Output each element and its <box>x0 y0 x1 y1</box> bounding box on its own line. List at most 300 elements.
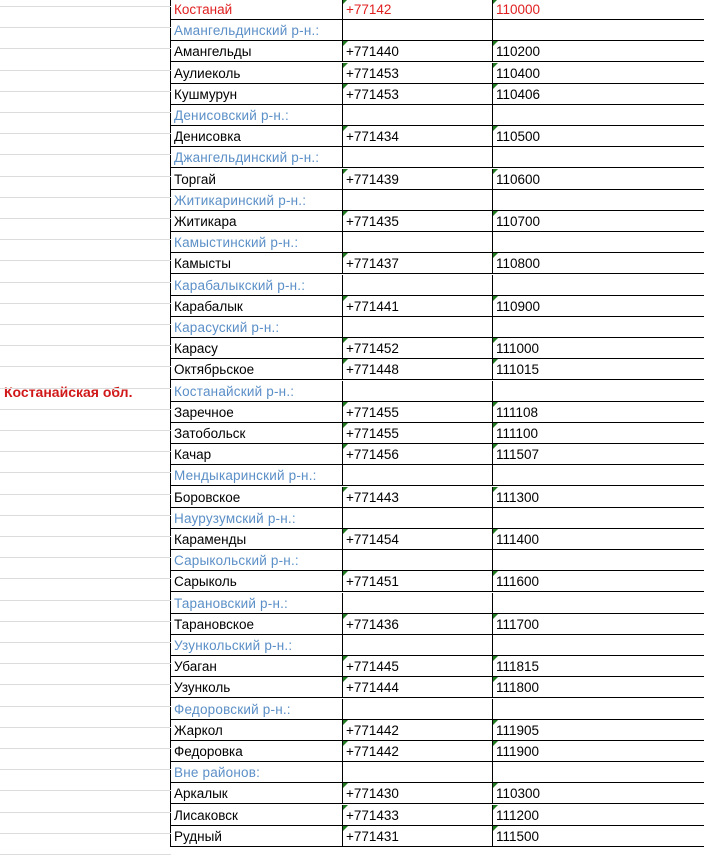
code-cell-text: +771455 <box>346 404 399 420</box>
name-cell-text: Аулиеколь <box>174 65 241 81</box>
table-row <box>171 423 704 444</box>
code-cell[interactable] <box>343 826 493 847</box>
zip-cell[interactable] <box>493 635 704 656</box>
name-cell-text: Федоровка <box>174 744 243 759</box>
text-number-flag-icon <box>343 126 348 131</box>
zip-cell[interactable] <box>493 105 704 126</box>
gridline <box>0 70 171 71</box>
name-cell-text: Убаган <box>174 659 217 675</box>
code-cell[interactable] <box>343 169 493 190</box>
zip-cell[interactable] <box>493 338 704 359</box>
name-cell-text: Мендыкаринский р-н.: <box>174 468 317 484</box>
region-column <box>0 0 171 847</box>
code-cell-text: +771439 <box>346 171 399 187</box>
name-cell-text: Денисовка <box>174 129 241 145</box>
gridline <box>0 345 171 346</box>
district-header-row <box>171 593 704 614</box>
text-number-flag-icon <box>493 614 498 619</box>
code-cell-text: +771434 <box>346 129 399 145</box>
name-cell[interactable] <box>171 783 343 804</box>
name-cell[interactable] <box>171 0 343 20</box>
name-cell-text: Рудный <box>174 828 222 844</box>
name-cell[interactable] <box>171 593 343 614</box>
code-cell[interactable] <box>343 677 493 698</box>
table-row <box>171 63 704 84</box>
gridline <box>0 494 171 495</box>
name-cell-text: Затобольск <box>174 426 246 441</box>
district-header-row <box>171 381 704 402</box>
name-cell[interactable] <box>171 423 343 444</box>
zip-cell[interactable] <box>493 826 704 847</box>
code-cell[interactable] <box>343 147 493 168</box>
code-cell[interactable] <box>343 699 493 720</box>
district-header-row <box>171 635 704 656</box>
name-cell[interactable] <box>171 190 343 211</box>
code-cell-text: +771431 <box>346 828 399 844</box>
name-cell-text: Камысты <box>174 256 231 272</box>
name-cell-text: Сарыколь <box>174 574 237 590</box>
code-cell-text: +771445 <box>346 659 399 675</box>
text-number-flag-icon <box>343 211 348 216</box>
text-number-flag-icon <box>343 614 348 619</box>
code-cell-text: +771455 <box>346 426 399 441</box>
zip-cell-text: 111815 <box>496 659 540 675</box>
text-number-flag-icon <box>493 0 498 4</box>
zip-cell-text: 111600 <box>496 574 540 590</box>
zip-cell[interactable] <box>493 550 704 571</box>
code-cell-text: +771453 <box>346 65 399 81</box>
table-row <box>171 169 704 190</box>
text-number-flag-icon <box>493 805 498 810</box>
name-cell-text: Житикаринский р-н.: <box>174 192 307 208</box>
district-header-row <box>171 508 704 529</box>
zip-cell[interactable] <box>493 126 704 147</box>
zip-cell-text: 111905 <box>496 722 540 738</box>
code-cell[interactable] <box>343 359 493 380</box>
zip-cell[interactable] <box>493 614 704 635</box>
table-row <box>171 0 704 20</box>
text-number-flag-icon <box>493 63 498 68</box>
zip-cell[interactable] <box>493 529 704 550</box>
table-row <box>171 296 704 317</box>
gridline <box>0 748 171 749</box>
district-header-row <box>171 147 704 168</box>
table-row <box>171 656 704 677</box>
text-number-flag-icon <box>493 656 498 661</box>
text-number-flag-icon <box>493 444 498 449</box>
gridline <box>0 409 171 410</box>
gridline <box>0 112 171 113</box>
zip-cell[interactable] <box>493 296 704 317</box>
name-cell[interactable] <box>171 444 343 465</box>
name-cell-text: Карабалыкский р-н.: <box>174 277 306 293</box>
name-cell[interactable] <box>171 41 343 62</box>
name-cell-text: Амангельдинский р-н.: <box>174 23 320 39</box>
code-cell[interactable] <box>343 105 493 126</box>
text-number-flag-icon <box>343 805 348 810</box>
text-number-flag-icon <box>493 296 498 301</box>
code-cell-text: +771448 <box>346 362 399 378</box>
code-cell[interactable] <box>343 487 493 508</box>
gridline <box>0 833 171 834</box>
zip-cell-text: 111100 <box>496 426 539 441</box>
gridline <box>0 388 171 389</box>
text-number-flag-icon <box>493 783 498 788</box>
name-cell[interactable] <box>171 169 343 190</box>
zip-cell-text: 111000 <box>496 341 540 357</box>
text-number-flag-icon <box>343 338 348 343</box>
text-number-flag-icon <box>343 677 348 682</box>
district-header-row <box>171 465 704 486</box>
zip-cell-text: 111200 <box>496 807 540 823</box>
gridline <box>0 324 171 325</box>
text-number-flag-icon <box>493 826 498 831</box>
zip-cell-text: 110800 <box>496 256 541 272</box>
name-cell-text: Федоровский р-н.: <box>174 701 291 717</box>
zip-cell[interactable] <box>493 741 704 762</box>
code-cell-text: +771437 <box>346 256 399 272</box>
table-row <box>171 783 704 804</box>
text-number-flag-icon <box>343 529 348 534</box>
code-cell[interactable] <box>343 465 493 486</box>
code-cell[interactable] <box>343 0 493 20</box>
name-cell[interactable] <box>171 508 343 529</box>
name-cell-text: Караменды <box>174 532 247 547</box>
district-header-row <box>171 762 704 783</box>
district-header-row <box>171 20 704 41</box>
gridline <box>0 48 171 49</box>
table-row <box>171 84 704 105</box>
name-cell[interactable] <box>171 614 343 635</box>
table-row <box>171 487 704 508</box>
code-cell[interactable] <box>343 317 493 338</box>
zip-cell-text: 111108 <box>496 404 539 420</box>
name-cell-text: Заречное <box>174 404 234 420</box>
text-number-flag-icon <box>493 41 498 46</box>
zip-cell-text: 110700 <box>496 214 541 229</box>
zip-cell-text: 111800 <box>496 680 540 696</box>
table-row <box>171 211 704 232</box>
name-cell[interactable] <box>171 720 343 741</box>
zip-cell-text: 111900 <box>496 744 540 759</box>
district-header-row <box>171 699 704 720</box>
text-number-flag-icon <box>493 359 498 364</box>
zip-cell[interactable] <box>493 762 704 783</box>
code-cell[interactable] <box>343 190 493 211</box>
zip-cell[interactable] <box>493 211 704 232</box>
text-number-flag-icon <box>343 741 348 746</box>
zip-cell[interactable] <box>493 147 704 168</box>
gridline <box>0 600 171 601</box>
table-row <box>171 402 704 423</box>
gridline <box>0 472 171 473</box>
zip-cell[interactable] <box>493 508 704 529</box>
text-number-flag-icon <box>343 444 348 449</box>
code-cell[interactable] <box>343 444 493 465</box>
region-cell[interactable]: Костанайская обл. <box>4 384 133 400</box>
code-cell-text: +771442 <box>346 744 399 759</box>
text-number-flag-icon <box>343 571 348 576</box>
name-cell[interactable] <box>171 487 343 508</box>
gridline <box>0 536 171 537</box>
zip-cell[interactable] <box>493 381 704 402</box>
name-cell[interactable] <box>171 402 343 423</box>
gridline <box>0 133 171 134</box>
text-number-flag-icon <box>343 253 348 258</box>
text-number-flag-icon <box>343 0 348 4</box>
name-cell-text: Костанай <box>174 2 233 17</box>
name-cell[interactable] <box>171 699 343 720</box>
name-cell-text: Лисаковск <box>174 807 238 823</box>
name-cell[interactable] <box>171 465 343 486</box>
zip-cell[interactable] <box>493 423 704 444</box>
district-header-row <box>171 190 704 211</box>
text-number-flag-icon <box>343 656 348 661</box>
zip-cell-text: 110900 <box>496 298 541 314</box>
gridline <box>0 303 171 304</box>
zip-cell-text: 111500 <box>496 828 540 844</box>
zip-cell-text: 110500 <box>496 129 541 145</box>
zip-cell[interactable] <box>493 275 704 296</box>
name-cell[interactable] <box>171 147 343 168</box>
code-cell[interactable] <box>343 402 493 423</box>
name-cell[interactable] <box>171 296 343 317</box>
name-cell[interactable] <box>171 741 343 762</box>
zip-cell[interactable] <box>493 63 704 84</box>
text-number-flag-icon <box>343 826 348 831</box>
text-number-flag-icon <box>343 487 348 492</box>
name-cell-text: Вне районов: <box>174 765 261 781</box>
code-cell[interactable] <box>343 593 493 614</box>
text-number-flag-icon <box>493 126 498 131</box>
name-cell-text: Жаркол <box>174 722 223 738</box>
zip-cell[interactable] <box>493 169 704 190</box>
zip-cell[interactable] <box>493 20 704 41</box>
name-cell[interactable] <box>171 232 343 253</box>
code-cell[interactable] <box>343 741 493 762</box>
zip-cell[interactable] <box>493 699 704 720</box>
text-number-flag-icon <box>343 63 348 68</box>
name-cell-text: Боровское <box>174 489 241 505</box>
district-header-row <box>171 275 704 296</box>
name-cell-text: Карасуский р-н.: <box>174 320 280 335</box>
code-cell[interactable] <box>343 550 493 571</box>
name-cell[interactable] <box>171 84 343 105</box>
zip-cell[interactable] <box>493 487 704 508</box>
name-cell[interactable] <box>171 20 343 41</box>
code-cell-text: +771435 <box>346 214 399 229</box>
name-cell-text: Тарановское <box>174 616 254 632</box>
code-cell[interactable] <box>343 126 493 147</box>
code-cell-text: +771454 <box>346 532 399 547</box>
gridline <box>0 27 171 28</box>
code-cell[interactable] <box>343 63 493 84</box>
name-cell[interactable] <box>171 805 343 826</box>
name-cell[interactable] <box>171 211 343 232</box>
name-cell[interactable] <box>171 677 343 698</box>
zip-cell-text: 111300 <box>496 489 540 505</box>
zip-cell[interactable] <box>493 317 704 338</box>
code-cell[interactable] <box>343 720 493 741</box>
name-cell[interactable] <box>171 571 343 592</box>
zip-cell-text: 111700 <box>496 616 540 632</box>
district-header-row <box>171 317 704 338</box>
table-row <box>171 805 704 826</box>
text-number-flag-icon <box>493 402 498 407</box>
code-cell[interactable] <box>343 635 493 656</box>
text-number-flag-icon <box>493 84 498 89</box>
name-cell-text: Амангельды <box>174 44 252 60</box>
name-cell[interactable] <box>171 656 343 677</box>
gridline <box>0 6 171 7</box>
zip-cell[interactable] <box>493 232 704 253</box>
zip-cell-text: 110000 <box>496 2 541 17</box>
name-cell[interactable] <box>171 338 343 359</box>
code-cell-text: +771436 <box>346 616 399 632</box>
gridline <box>0 769 171 770</box>
text-number-flag-icon <box>493 741 498 746</box>
name-cell-text: Торгай <box>174 171 216 187</box>
code-cell-text: +771452 <box>346 341 399 357</box>
zip-cell[interactable] <box>493 465 704 486</box>
text-number-flag-icon <box>493 571 498 576</box>
code-cell[interactable] <box>343 762 493 783</box>
zip-cell[interactable] <box>493 84 704 105</box>
name-cell[interactable] <box>171 317 343 338</box>
gridline <box>0 218 171 219</box>
code-cell[interactable] <box>343 656 493 677</box>
code-cell[interactable] <box>343 571 493 592</box>
name-cell[interactable] <box>171 105 343 126</box>
text-number-flag-icon <box>493 338 498 343</box>
code-cell[interactable] <box>343 275 493 296</box>
table-row <box>171 614 704 635</box>
text-number-flag-icon <box>493 169 498 174</box>
name-cell-text: Карасу <box>174 341 218 357</box>
gridline <box>0 684 171 685</box>
gridline <box>0 642 171 643</box>
table-row <box>171 444 704 465</box>
name-cell-text: Денисовский р-н.: <box>174 108 289 123</box>
name-cell-text: Кушмурун <box>174 86 238 102</box>
code-cell-text: +771456 <box>346 447 399 463</box>
name-cell[interactable] <box>171 63 343 84</box>
gridline <box>0 727 171 728</box>
name-cell[interactable] <box>171 529 343 550</box>
zip-cell[interactable] <box>493 720 704 741</box>
zip-cell-text: 111400 <box>496 532 540 547</box>
gridline <box>0 557 171 558</box>
code-cell[interactable] <box>343 41 493 62</box>
code-cell[interactable] <box>343 232 493 253</box>
code-cell[interactable] <box>343 338 493 359</box>
zip-cell[interactable] <box>493 783 704 804</box>
name-cell[interactable] <box>171 550 343 571</box>
zip-cell[interactable] <box>493 444 704 465</box>
text-number-flag-icon <box>493 720 498 725</box>
name-cell[interactable] <box>171 275 343 296</box>
gridline <box>0 282 171 283</box>
code-cell[interactable] <box>343 783 493 804</box>
code-cell[interactable] <box>343 529 493 550</box>
zip-cell[interactable] <box>493 359 704 380</box>
district-header-row <box>171 232 704 253</box>
code-cell[interactable] <box>343 20 493 41</box>
text-number-flag-icon <box>493 529 498 534</box>
gridline <box>0 451 171 452</box>
code-cell-text: +771441 <box>346 298 399 314</box>
code-cell[interactable] <box>343 296 493 317</box>
table-row <box>171 720 704 741</box>
gridline <box>0 239 171 240</box>
name-cell[interactable] <box>171 359 343 380</box>
name-cell[interactable] <box>171 126 343 147</box>
gridline <box>0 621 171 622</box>
gridline <box>0 366 171 367</box>
code-cell[interactable] <box>343 805 493 826</box>
zip-cell[interactable] <box>493 805 704 826</box>
zip-cell[interactable] <box>493 593 704 614</box>
code-cell[interactable] <box>343 423 493 444</box>
code-cell-text: +77142 <box>346 2 392 17</box>
gridline <box>0 706 171 707</box>
zip-cell[interactable] <box>493 656 704 677</box>
gridline <box>0 515 171 516</box>
table-row <box>171 41 704 62</box>
code-cell-text: +771451 <box>346 574 399 590</box>
text-number-flag-icon <box>493 253 498 258</box>
name-cell[interactable] <box>171 253 343 274</box>
code-cell[interactable] <box>343 508 493 529</box>
name-cell-text: Узункольский р-н.: <box>174 638 293 653</box>
code-cell[interactable] <box>343 253 493 274</box>
code-cell[interactable] <box>343 211 493 232</box>
zip-cell[interactable] <box>493 41 704 62</box>
zip-cell[interactable] <box>493 677 704 698</box>
zip-cell[interactable] <box>493 571 704 592</box>
name-cell[interactable] <box>171 635 343 656</box>
code-cell[interactable] <box>343 381 493 402</box>
code-cell-text: +771453 <box>346 86 399 102</box>
zip-cell[interactable] <box>493 253 704 274</box>
zip-cell[interactable] <box>493 402 704 423</box>
name-cell-text: Октябрьское <box>174 362 255 378</box>
zip-cell[interactable] <box>493 0 704 20</box>
district-header-row <box>171 105 704 126</box>
table-row <box>171 253 704 274</box>
name-cell-text: Сарыкольский р-н.: <box>174 553 299 569</box>
code-cell[interactable] <box>343 84 493 105</box>
name-cell-text: Качар <box>174 447 212 463</box>
name-cell-text: Тарановский р-н.: <box>174 595 288 611</box>
name-cell[interactable] <box>171 762 343 783</box>
zip-cell-text: 111015 <box>496 362 540 378</box>
code-cell[interactable] <box>343 614 493 635</box>
zip-cell-text: 110400 <box>496 65 541 81</box>
table-row <box>171 529 704 550</box>
text-number-flag-icon <box>343 359 348 364</box>
zip-cell[interactable] <box>493 190 704 211</box>
gridline <box>0 430 171 431</box>
text-number-flag-icon <box>343 296 348 301</box>
text-number-flag-icon <box>343 402 348 407</box>
name-cell-text: Наурузумский р-н.: <box>174 510 296 526</box>
text-number-flag-icon <box>343 783 348 788</box>
table-row <box>171 741 704 762</box>
name-cell[interactable] <box>171 381 343 402</box>
text-number-flag-icon <box>493 487 498 492</box>
name-cell[interactable] <box>171 826 343 847</box>
